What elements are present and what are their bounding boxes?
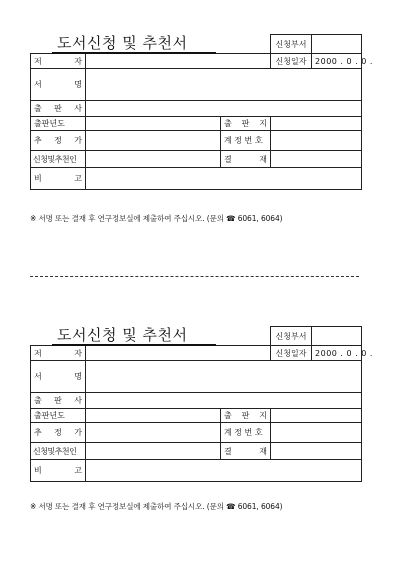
form-title: 도서신청 및 추천서 [57, 34, 188, 52]
price-label: 추 정 가 [31, 423, 86, 443]
form-header [30, 34, 361, 53]
pub-place-label: 출 판 지 [221, 117, 271, 131]
date-field[interactable]: 2000 . 0 . 0 . [312, 346, 362, 361]
book-title-field[interactable] [86, 69, 362, 101]
approval-label: 결 재 [221, 151, 271, 168]
title-underline [52, 344, 216, 346]
form-table [30, 326, 373, 482]
remarks-label: 비 고 [31, 168, 86, 190]
requester-label: 신청및추천인 [31, 443, 86, 460]
account-label: 계 정 번 호 [221, 131, 271, 151]
account-field[interactable] [271, 131, 362, 151]
book-title-field[interactable] [86, 361, 362, 393]
account-field[interactable] [271, 423, 362, 443]
pub-place-field[interactable] [271, 409, 362, 423]
author-label: 저 자 [31, 346, 86, 361]
approval-label: 결 재 [221, 443, 271, 460]
price-field[interactable] [86, 423, 221, 443]
approval-field[interactable] [271, 443, 362, 460]
remarks-label: 비 고 [31, 460, 86, 482]
request-form-bottom [30, 326, 373, 482]
publisher-label: 출 판 사 [31, 393, 86, 409]
submission-note: ※ 서명 또는 결재 후 연구정보실에 제출하여 주십시오. (문의 ☎ 6061, 6064) [30, 214, 283, 223]
pub-year-label: 출판년도 [31, 117, 86, 131]
cut-line [30, 276, 359, 277]
pub-year-label: 출판년도 [31, 409, 86, 423]
publisher-field[interactable] [86, 101, 362, 117]
publisher-field[interactable] [86, 393, 362, 409]
price-field[interactable] [86, 131, 221, 151]
pub-place-label: 출 판 지 [221, 409, 271, 423]
author-label: 저 자 [31, 54, 86, 69]
account-label: 계 정 번 호 [221, 423, 271, 443]
form-title: 도서신청 및 추천서 [57, 326, 188, 344]
remarks-field[interactable] [86, 168, 362, 190]
remarks-field[interactable] [86, 460, 362, 482]
requester-field[interactable] [86, 443, 221, 460]
approval-field[interactable] [271, 151, 362, 168]
date-label: 신청일자 [271, 346, 312, 361]
title-underline [52, 52, 216, 54]
book-title-label: 서 명 [31, 361, 86, 393]
date-field[interactable]: 2000 . 0 . 0 . [312, 54, 362, 69]
requester-field[interactable] [86, 151, 221, 168]
date-label: 신청일자 [271, 54, 312, 69]
requester-label: 신청및추천인 [31, 151, 86, 168]
dept-label: 신청부서 [271, 35, 312, 54]
submission-note: ※ 서명 또는 결재 후 연구정보실에 제출하여 주십시오. (문의 ☎ 6061, 6064) [30, 502, 283, 511]
dept-label: 신청부서 [271, 327, 312, 346]
form-table [30, 34, 373, 190]
publisher-label: 출 판 사 [31, 101, 86, 117]
request-form-top [30, 34, 373, 190]
author-field[interactable] [86, 346, 271, 361]
pub-place-field[interactable] [271, 117, 362, 131]
author-field[interactable] [86, 54, 271, 69]
pub-year-field[interactable] [86, 117, 221, 131]
form-header [30, 326, 361, 345]
pub-year-field[interactable] [86, 409, 221, 423]
book-title-label: 서 명 [31, 69, 86, 101]
price-label: 추 정 가 [31, 131, 86, 151]
